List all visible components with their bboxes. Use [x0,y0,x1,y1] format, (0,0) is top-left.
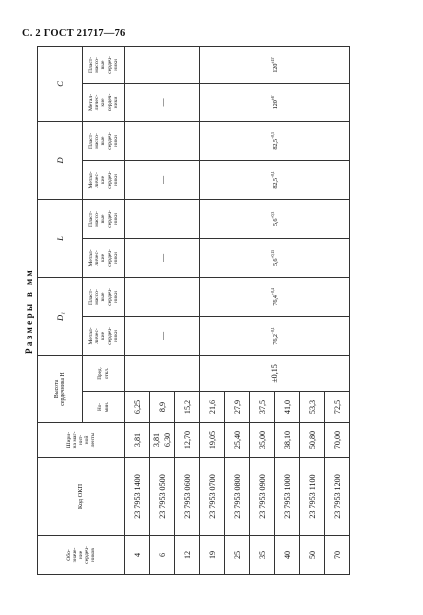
height-nominal-cell: 72,5 [325,392,350,423]
designation-cell: 6 [150,536,175,575]
okp-code-header: Код ОКП [38,458,125,536]
l-plastic-empty [125,199,200,238]
designation-cell: 12 [175,536,200,575]
c-metal-value: $120^{\pm 6'}$ [200,83,350,121]
d-plastic-empty [125,121,200,160]
d1-group-header: D₁ [38,277,83,355]
l-metal-dash: — [125,238,200,277]
d-metal-header: Метал- личес- кие сердеч- ники [83,160,125,199]
l-group-header: L [38,199,83,277]
height-nominal-cell: 21,6 [200,392,225,423]
table-row [200,46,225,574]
designation-cell: 35 [250,536,275,575]
c-plastic-empty [125,46,200,83]
height-nominal-cell: 15,2 [175,392,200,423]
d1-metal-value: $76,2^{-0,1}$ [200,316,350,355]
tape-width-cell: 38,10 [275,423,300,458]
okp-cell: 23 7953 1100 [300,458,325,536]
designation-cell: 4 [125,536,150,575]
limit-dev-header: Пред. откл. [83,355,125,391]
okp-cell: 23 7953 1200 [325,458,350,536]
d-plastic-value: $82,5^{+0,3}$ [200,121,350,160]
okp-cell: 23 7953 0800 [225,458,250,536]
okp-cell: 23 7953 0600 [175,458,200,536]
height-group-header: Высота сердечника H [38,355,83,422]
c-metal-dash: — [125,83,200,121]
l-plastic-header: Пласт- массо- вые сердеч- ники [83,199,125,238]
rotated-table-area [24,47,395,575]
d-plastic-header: Пласт- массо- вые сердеч- ники [83,121,125,160]
tape-width-cell: 19,05 [200,423,225,458]
c-plastic-value: $120^{\pm 15'}$ [200,46,350,83]
tape-width-cell: 25,40 [225,423,250,458]
table-row [125,46,150,574]
designation-cell: 19 [200,536,225,575]
d-metal-dash: — [125,160,200,199]
c-plastic-header: Пласт- массо- вые сердеч- ники [83,46,125,83]
designation-cell: 50 [300,536,325,575]
c-metal-header: Метал- личес- кие сердеч- ники [83,83,125,121]
designation-cell: 40 [275,536,300,575]
empty-limit-cell [125,355,200,391]
okp-cell: 23 7953 1000 [275,458,300,536]
okp-cell: 23 7953 1400 [125,458,150,536]
limit-dev-cell: ±0,15 [200,355,350,391]
tape-width-cell: 3,81 6,30 [150,423,175,458]
designation-header: Обо- значе- ние сердеч- ников [38,536,125,575]
nominal-header: Но- мин. [83,392,125,423]
designation-cell: 25 [225,536,250,575]
d-metal-value: $82,5^{+0,1}$ [200,160,350,199]
tape-width-cell: 12,70 [175,423,200,458]
tape-width-header: Шири- на маг- нит- ной ленты [38,423,125,458]
height-nominal-cell: 27,9 [225,392,250,423]
height-nominal-cell: 37,5 [250,392,275,423]
height-nominal-cell: 41,0 [275,392,300,423]
height-nominal-cell: 6,25 [125,392,150,423]
table-caption: Размеры в мм [24,267,34,355]
d1-plastic-empty [125,277,200,316]
tape-width-cell: 35,00 [250,423,275,458]
d1-metal-header: Метал- личес- кие сердеч- ники [83,316,125,355]
l-plastic-value: $5,6^{+0,3}$ [200,199,350,238]
header-row-groups [38,46,83,574]
c-group-header: C [38,46,83,121]
okp-cell: 23 7953 0700 [200,458,225,536]
height-nominal-cell: 8,9 [150,392,175,423]
designation-cell: 70 [325,536,350,575]
l-metal-value: $5,6^{+0,15}$ [200,238,350,277]
dimensions-table [37,46,350,575]
tape-width-cell: 3,81 [125,423,150,458]
d-group-header: D [38,121,83,199]
tape-width-cell: 70,00 [325,423,350,458]
okp-cell: 23 7953 0500 [150,458,175,536]
d1-metal-dash: — [125,316,200,355]
okp-cell: 23 7953 0900 [250,458,275,536]
height-nominal-cell: 53,3 [300,392,325,423]
page-header: С. 2 ГОСТ 21717—76 [22,28,126,39]
d1-plastic-header: Пласт- массо- вые сердеч- ники [83,277,125,316]
l-metal-header: Метал- личес- кие сердеч- ники [83,238,125,277]
tape-width-cell: 50,80 [300,423,325,458]
d1-plastic-value: $76,4^{+0,4}$ [200,277,350,316]
